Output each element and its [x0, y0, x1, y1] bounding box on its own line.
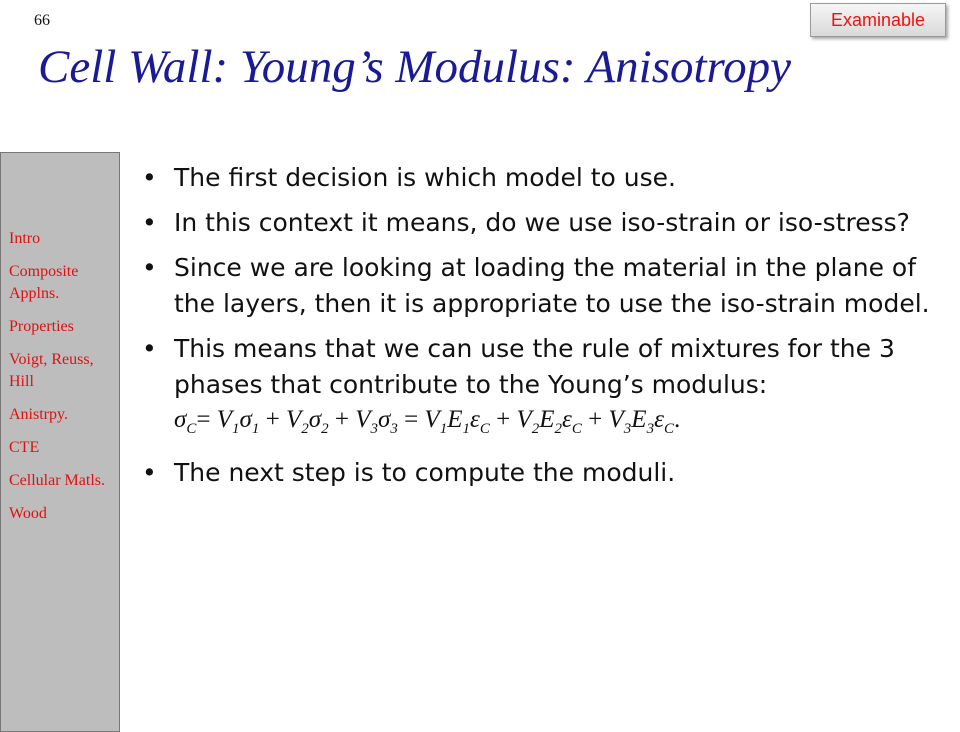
formula-term-2: $V_2\sigma_2$: [285, 406, 329, 437]
sidebar-list: [9, 228, 119, 536]
formula-term-6: $V_3E_3\varepsilon_C$: [608, 406, 674, 437]
formula-term-1: $V_1\sigma_1$: [216, 406, 260, 437]
sidebar-item-properties[interactable]: Properties: [9, 318, 74, 335]
bullet-point: • The first decision is which model to use.: [140, 160, 940, 196]
slide-title: Cell Wall: Young’s Modulus: Anisotropy: [38, 41, 791, 93]
formula-term-3: $V_3\sigma_3$: [355, 406, 398, 437]
slide-number: 66: [34, 12, 50, 29]
bullet-point: • The next step is to compute the moduli.: [140, 455, 940, 491]
sidebar-item-cellular-matls[interactable]: Cellular Matls.: [9, 472, 105, 489]
formula-lhs: $\sigma_C$: [174, 406, 197, 437]
sidebar-nav: [0, 152, 120, 732]
slide-content: [140, 160, 940, 500]
bullet-point: • Since we are looking at loading the material in the plane of the layers, then it is appropriate to use the iso-strain model.: [140, 250, 940, 322]
formula-term-4: $V_1E_1\varepsilon_C$: [424, 406, 490, 437]
sidebar-item-anistrpy[interactable]: Anistrpy.: [9, 406, 68, 423]
formula-term-5: $V_2E_2\varepsilon_C$: [516, 406, 582, 437]
sidebar-item-composite-applns[interactable]: Composite Applns.: [9, 263, 79, 302]
sidebar-item-voigt-reuss-hill[interactable]: Voigt, Reuss, Hill: [9, 351, 94, 390]
bullet-point: • In this context it means, do we use iso-strain or iso-stress?: [140, 205, 940, 241]
sidebar-item-wood[interactable]: Wood: [9, 505, 47, 522]
sidebar-item-intro[interactable]: Intro: [9, 230, 41, 247]
rule-of-mixtures-formula: $\sigma_C= V_1\sigma_1 + V_2\sigma_2 + V_3\sigma_3 = V_1E_1\varepsilon_C + V_2E_2\varepsilon_C + V_3E_3\varepsilon_C$.: [174, 406, 681, 437]
bullet-text: This means that we can use the rule of mixtures for the 3 phases that contribute to the Young’s modulus:: [174, 334, 895, 399]
bullet-point-with-formula: [140, 331, 940, 446]
sidebar-item-cte[interactable]: CTE: [9, 439, 40, 456]
examinable-badge[interactable]: Examinable: [810, 3, 946, 37]
